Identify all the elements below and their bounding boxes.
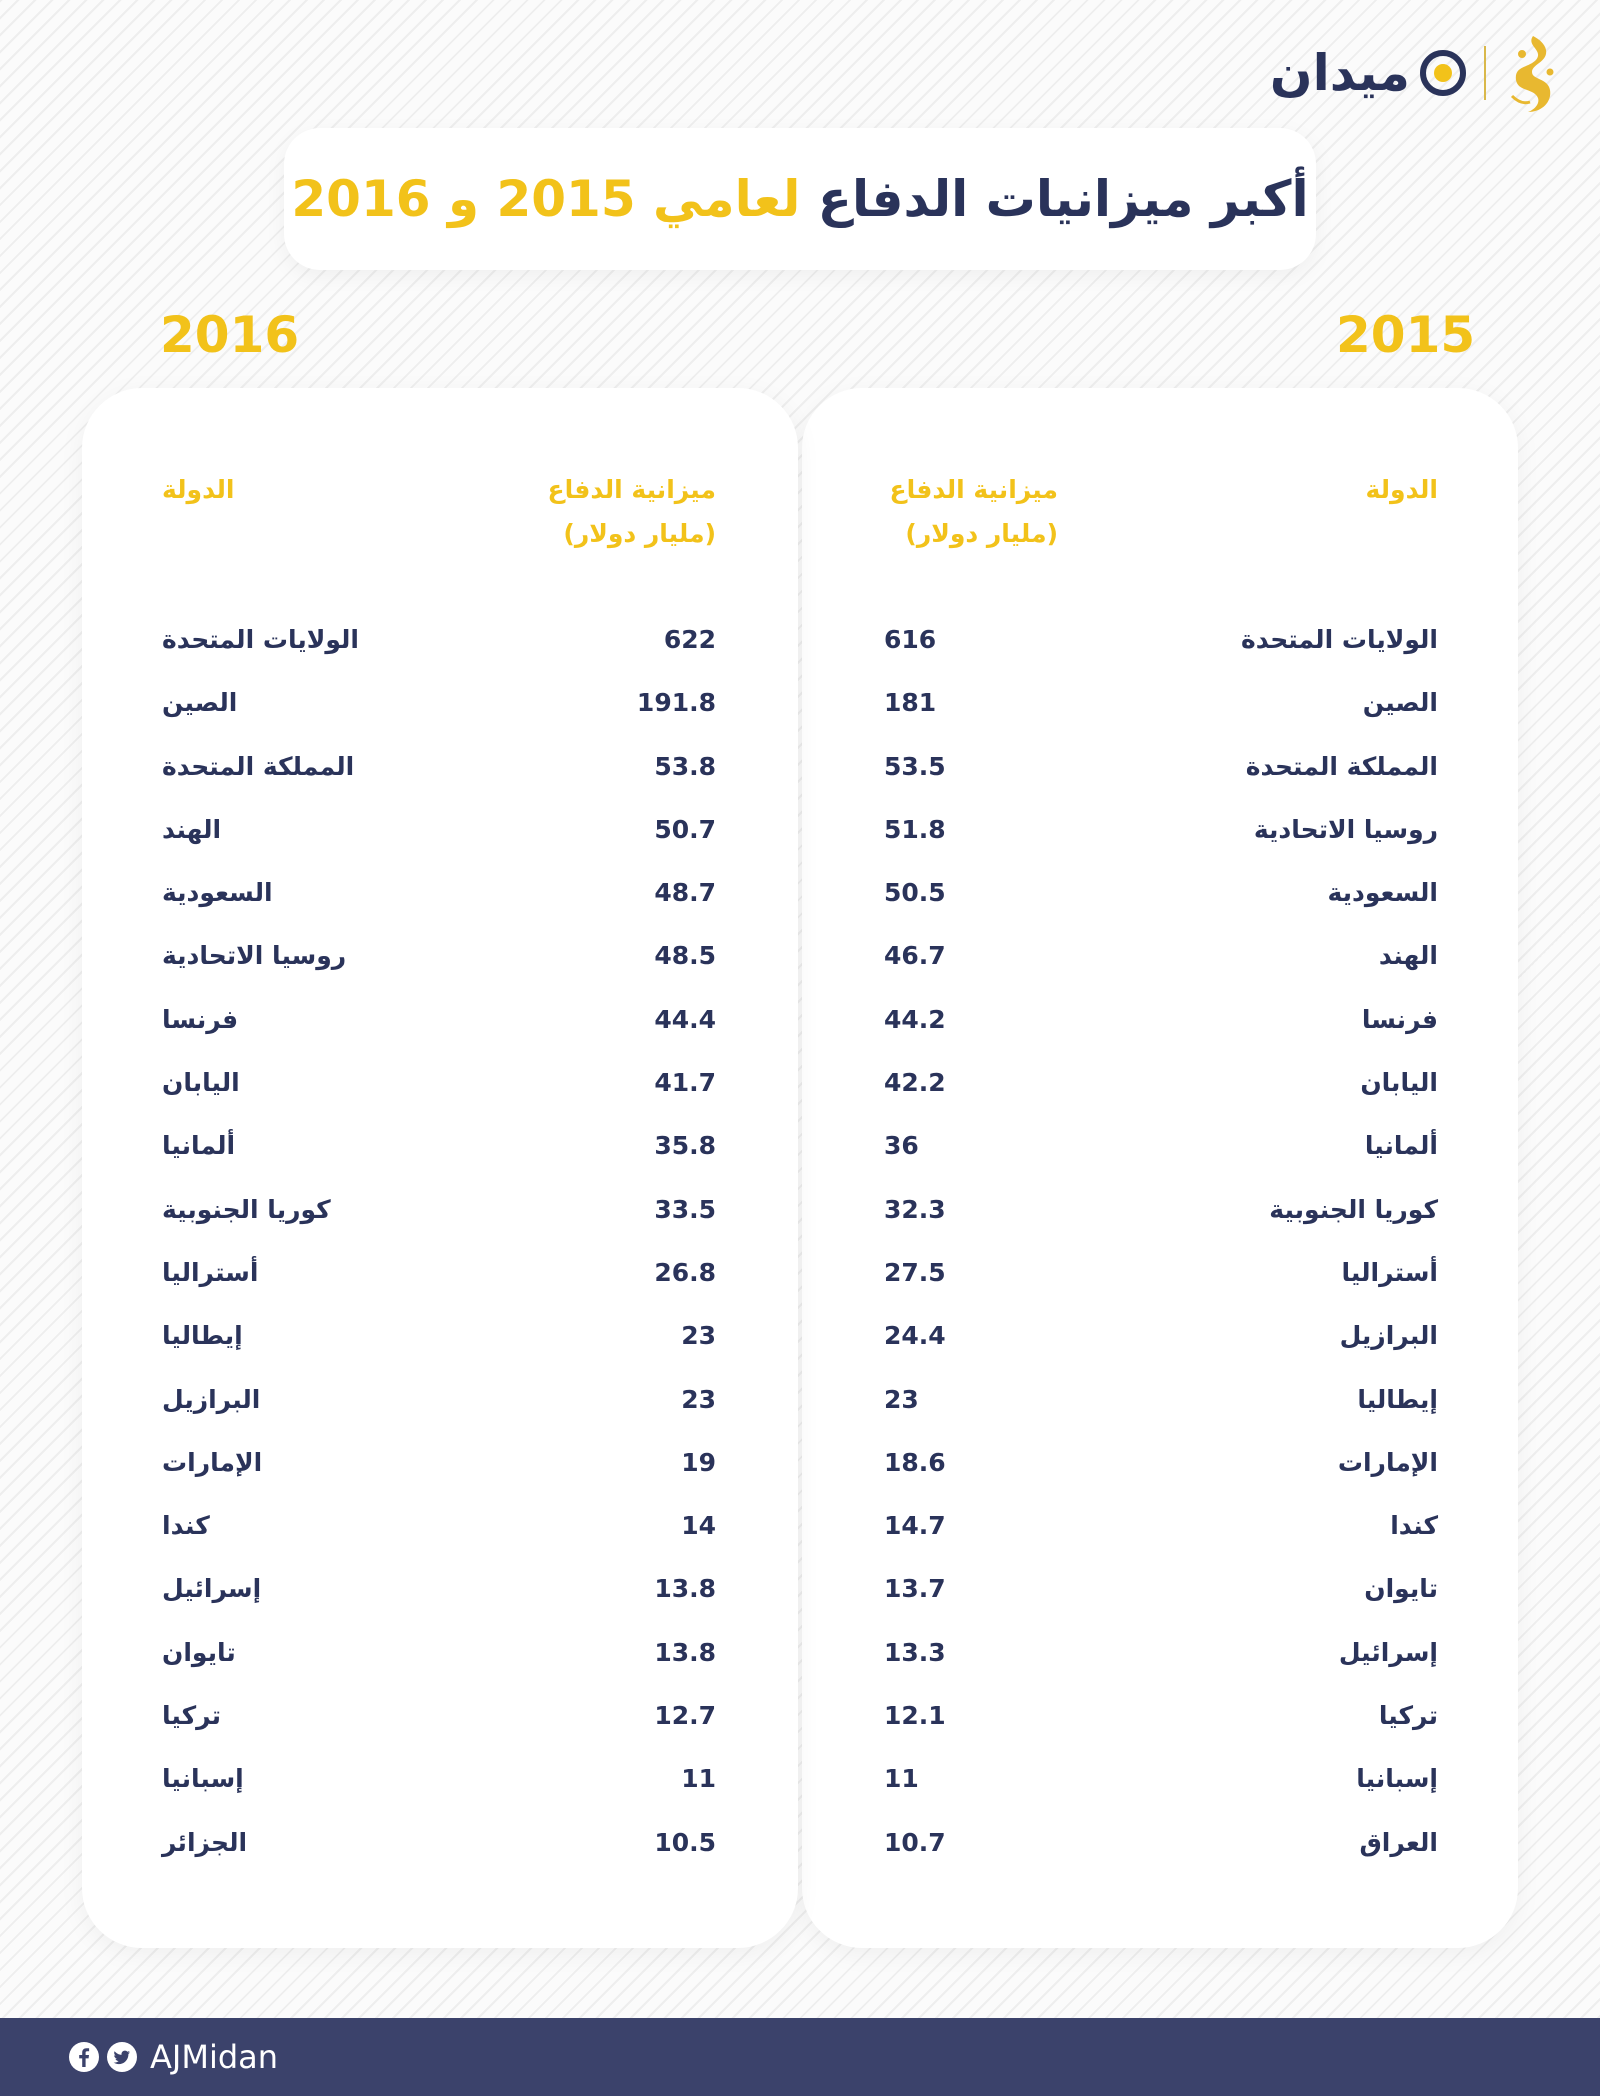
midan-logo <box>1269 44 1466 102</box>
table-row <box>82 1759 798 1822</box>
table-row <box>802 1380 1518 1443</box>
column-header-budget-title: ميزانية الدفاع <box>547 475 716 504</box>
budget-value: 26.8 <box>654 1257 716 1287</box>
table-row <box>802 683 1518 746</box>
table-2015 <box>802 388 1518 1948</box>
facebook-icon[interactable] <box>68 2041 100 2073</box>
budget-value: 53.5 <box>884 751 946 781</box>
table-row <box>82 1126 798 1189</box>
column-header-budget-unit: (مليار دولار) <box>905 519 1058 548</box>
country-name: فرنسا <box>1361 1004 1438 1034</box>
page-title <box>284 128 1316 270</box>
budget-value: 35.8 <box>654 1131 716 1161</box>
budget-value: 13.8 <box>654 1637 716 1667</box>
budget-value: 44.2 <box>884 1004 946 1034</box>
budget-value: 48.5 <box>654 941 716 971</box>
table-row <box>82 1633 798 1696</box>
twitter-icon[interactable] <box>106 2041 138 2073</box>
column-header-budget-unit: (مليار دولار) <box>563 519 716 548</box>
midan-wordmark: ميدان <box>1269 44 1410 102</box>
table-row <box>82 1380 798 1443</box>
budget-value: 24.4 <box>884 1321 946 1351</box>
budget-value: 181 <box>884 688 937 718</box>
al-jazeera-logo-icon <box>1504 32 1562 114</box>
budget-value: 33.5 <box>654 1194 716 1224</box>
table-row <box>802 1696 1518 1759</box>
table-row <box>82 1823 798 1886</box>
budget-value: 50.7 <box>654 814 716 844</box>
budget-value: 11 <box>884 1764 919 1794</box>
country-name: إسرائيل <box>1338 1637 1438 1667</box>
table-row <box>802 1253 1518 1316</box>
table-row <box>802 1759 1518 1822</box>
country-name: الإمارات <box>162 1447 263 1477</box>
country-name: روسيا الاتحادية <box>1253 814 1438 844</box>
budget-value: 23 <box>681 1321 716 1351</box>
budget-value: 51.8 <box>884 814 946 844</box>
table-row <box>802 1443 1518 1506</box>
budget-value: 53.8 <box>654 751 716 781</box>
country-name: الصين <box>162 688 238 718</box>
country-name: المملكة المتحدة <box>162 751 355 781</box>
country-name: الهند <box>1378 941 1438 971</box>
table-row <box>802 1569 1518 1632</box>
table-row <box>82 936 798 999</box>
country-name: الهند <box>162 814 222 844</box>
country-name: اليابان <box>1360 1068 1438 1098</box>
table-row <box>82 810 798 873</box>
title-years: لعامي 2015 و 2016 <box>291 170 801 228</box>
country-name: الإمارات <box>1337 1447 1438 1477</box>
table-row <box>82 683 798 746</box>
table-row <box>802 1126 1518 1189</box>
header-logos <box>1270 28 1562 118</box>
table-row <box>802 873 1518 936</box>
column-header-country: الدولة <box>162 475 235 504</box>
table-row <box>82 1569 798 1632</box>
country-name: تركيا <box>162 1701 222 1731</box>
budget-value: 41.7 <box>654 1068 716 1098</box>
footer <box>0 2018 1600 2096</box>
budget-value: 191.8 <box>636 688 716 718</box>
country-name: البرازيل <box>162 1384 261 1414</box>
country-name: المملكة المتحدة <box>1245 751 1438 781</box>
table-row <box>802 1506 1518 1569</box>
table-row <box>82 1000 798 1063</box>
budget-value: 42.2 <box>884 1068 946 1098</box>
country-name: روسيا الاتحادية <box>162 941 347 971</box>
rows-2016 <box>82 620 798 1886</box>
budget-value: 13.7 <box>884 1574 946 1604</box>
rows-2015 <box>802 620 1518 1886</box>
country-name: الصين <box>1362 688 1438 718</box>
budget-value: 44.4 <box>654 1004 716 1034</box>
country-name: كندا <box>162 1511 210 1541</box>
column-header-country: الدولة <box>1365 475 1438 504</box>
budget-value: 10.5 <box>654 1827 716 1857</box>
country-name: كوريا الجنوبية <box>1269 1194 1438 1224</box>
country-name: الجزائر <box>162 1827 248 1857</box>
table-2016 <box>82 388 798 1948</box>
budget-value: 12.7 <box>654 1701 716 1731</box>
country-name: العراق <box>1359 1827 1438 1857</box>
budget-value: 616 <box>884 625 937 654</box>
table-row <box>82 1696 798 1759</box>
country-name: إيطاليا <box>162 1321 243 1351</box>
country-name: البرازيل <box>1339 1321 1438 1351</box>
table-row <box>802 1190 1518 1253</box>
country-name: أستراليا <box>162 1257 259 1287</box>
year-label-2016: 2016 <box>160 306 300 364</box>
year-label-2015: 2015 <box>1336 306 1476 364</box>
country-name: اليابان <box>162 1068 240 1098</box>
country-name: إسبانيا <box>1356 1764 1438 1794</box>
table-row <box>82 1506 798 1569</box>
table-row <box>802 1633 1518 1696</box>
budget-value: 14.7 <box>884 1511 946 1541</box>
budget-value: 10.7 <box>884 1827 946 1857</box>
table-row <box>802 936 1518 999</box>
column-header-budget <box>890 468 1059 556</box>
column-header-budget-title: ميزانية الدفاع <box>889 475 1058 504</box>
target-icon <box>1420 50 1466 96</box>
country-name: كندا <box>1390 1511 1438 1541</box>
country-name: أستراليا <box>1341 1257 1438 1287</box>
table-row <box>82 1063 798 1126</box>
table-row <box>82 873 798 936</box>
table-row <box>802 1316 1518 1379</box>
budget-value: 12.1 <box>884 1701 946 1731</box>
country-name: إسرائيل <box>162 1574 262 1604</box>
title-main: أكبر ميزانيات الدفاع <box>817 170 1309 228</box>
budget-value: 13.8 <box>654 1574 716 1604</box>
budget-value: 13.3 <box>884 1637 946 1667</box>
country-name: الولايات المتحدة <box>162 625 359 654</box>
table-row <box>802 1063 1518 1126</box>
column-header-budget <box>548 468 717 556</box>
country-name: إسبانيا <box>162 1764 244 1794</box>
budget-value: 36 <box>884 1131 919 1161</box>
country-name: تايوان <box>1364 1574 1438 1604</box>
budget-value: 23 <box>681 1384 716 1414</box>
table-row <box>802 747 1518 810</box>
budget-value: 622 <box>663 625 716 654</box>
table-row <box>82 747 798 810</box>
table-row <box>802 620 1518 683</box>
country-name: الولايات المتحدة <box>1241 625 1438 654</box>
budget-value: 48.7 <box>654 878 716 908</box>
table-row <box>802 1000 1518 1063</box>
country-name: السعودية <box>1327 878 1438 908</box>
country-name: إيطاليا <box>1357 1384 1438 1414</box>
budget-value: 23 <box>884 1384 919 1414</box>
budget-value: 27.5 <box>884 1257 946 1287</box>
table-row <box>82 1316 798 1379</box>
budget-value: 18.6 <box>884 1447 946 1477</box>
budget-value: 32.3 <box>884 1194 946 1224</box>
table-row <box>82 620 798 683</box>
table-row <box>82 1253 798 1316</box>
budget-value: 19 <box>681 1447 716 1477</box>
country-name: تركيا <box>1378 1701 1438 1731</box>
country-name: كوريا الجنوبية <box>162 1194 331 1224</box>
table-row <box>82 1443 798 1506</box>
budget-value: 11 <box>681 1764 716 1794</box>
budget-value: 46.7 <box>884 941 946 971</box>
country-name: ألمانيا <box>162 1131 236 1161</box>
table-row <box>82 1190 798 1253</box>
logo-divider <box>1484 46 1486 100</box>
country-name: تايوان <box>162 1637 236 1667</box>
country-name: السعودية <box>162 878 273 908</box>
country-name: ألمانيا <box>1364 1131 1438 1161</box>
table-row <box>802 810 1518 873</box>
country-name: فرنسا <box>162 1004 239 1034</box>
social-handle[interactable]: AJMidan <box>150 2038 279 2076</box>
budget-value: 14 <box>681 1511 716 1541</box>
budget-value: 50.5 <box>884 878 946 908</box>
table-row <box>802 1823 1518 1886</box>
